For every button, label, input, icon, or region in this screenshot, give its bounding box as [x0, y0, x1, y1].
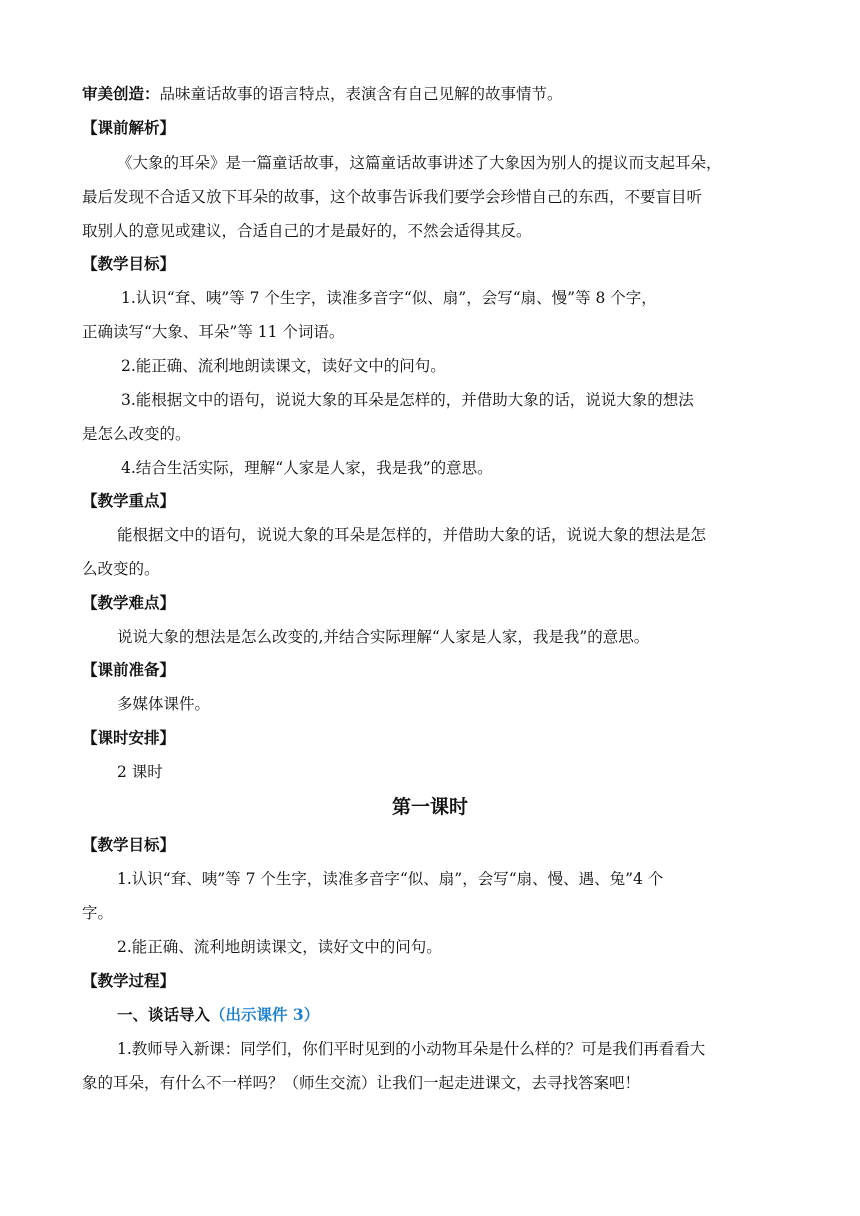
- lesson-objective-line: 字。: [82, 904, 114, 922]
- lesson-objective-line: 2.能正确、流利地朗读课文，读好文中的问句。: [117, 938, 442, 956]
- aesthetic-line: [82, 83, 563, 105]
- objective-line: 正确读写“大象、耳朵”等 11 个词语。: [82, 323, 345, 341]
- slide-note: （出示课件 3）: [210, 1005, 320, 1024]
- analysis-line: 《大象的耳朵》是一篇童话故事，这篇童话故事讲述了大象因为别人的提议而支起耳朵，: [117, 154, 722, 172]
- objective-line: 是怎么改变的。: [82, 425, 191, 443]
- step-line: 1.教师导入新课：同学们，你们平时见到的小动物耳朵是什么样的？可是我们再看看大: [117, 1040, 706, 1058]
- lesson-title: 第一课时: [391, 796, 468, 818]
- objectives-heading: 【教学目标】: [82, 254, 176, 273]
- analysis-heading: 【课前解析】: [82, 118, 176, 137]
- key-points-heading: 【教学重点】: [82, 491, 176, 510]
- lesson-objective-line: 1.认识“耷、咦”等 7 个生字，读准多音字“似、扇”，会写“扇、慢、遇、兔”4 个: [117, 870, 664, 888]
- step-line: 象的耳朵，有什么不一样吗？（师生交流）让我们一起走进课文，去寻找答案吧！: [82, 1074, 641, 1092]
- difficulties-line: 说说大象的想法是怎么改变的,并结合实际理解“人家是人家，我是我”的意思。: [117, 628, 650, 646]
- lesson-objectives-heading: 【教学目标】: [82, 835, 176, 854]
- aesthetic-label: 审美创造：: [82, 84, 160, 103]
- objective-line: 2.能正确、流利地朗读课文，读好文中的问句。: [121, 357, 446, 375]
- analysis-line: 取别人的意见或建议，合适自己的才是最好的，不然会适得其反。: [82, 222, 532, 240]
- step-label: 一、谈话导入: [117, 1005, 211, 1024]
- aesthetic-text: 品味童话故事的语言特点，表演含有自己见解的故事情节。: [159, 85, 563, 103]
- step-heading: [117, 1004, 319, 1026]
- difficulties-heading: 【教学难点】: [82, 593, 176, 612]
- objective-line: 1.认识“耷、咦”等 7 个生字，读准多音字“似、扇”，会写“扇、慢”等 8 个字，: [121, 289, 657, 307]
- analysis-line: 最后发现不合适又放下耳朵的故事，这个故事告诉我们要学会珍惜自己的东西，不要盲目听: [82, 188, 703, 206]
- schedule-line: 2 课时: [117, 763, 163, 781]
- objective-line: 4.结合生活实际，理解“人家是人家，我是我”的意思。: [121, 459, 493, 477]
- process-heading: 【教学过程】: [82, 971, 176, 990]
- preparation-heading: 【课前准备】: [82, 660, 176, 679]
- objective-line: 3.能根据文中的语句，说说大象的耳朵是怎样的，并借助大象的话，说说大象的想法: [121, 391, 694, 409]
- schedule-heading: 【课时安排】: [82, 728, 176, 747]
- preparation-line: 多媒体课件。: [117, 695, 211, 713]
- key-points-line: 能根据文中的语句，说说大象的耳朵是怎样的，并借助大象的话，说说大象的想法是怎: [117, 526, 707, 544]
- key-points-line: 么改变的。: [82, 560, 160, 578]
